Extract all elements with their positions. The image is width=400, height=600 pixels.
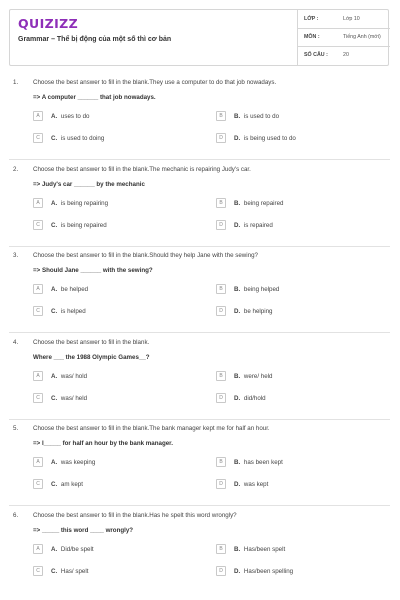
answer-options	[33, 544, 393, 586]
option-text	[51, 200, 108, 207]
question-prompt: => A computer ______ that job nowadays.	[33, 94, 156, 101]
option-value: am kept	[60, 481, 83, 488]
option-value: was/ held	[60, 395, 88, 402]
option-text	[234, 222, 273, 229]
option-text	[51, 459, 95, 466]
answer-options	[33, 457, 393, 499]
option-text	[51, 286, 88, 293]
option-value: was kept	[243, 481, 269, 488]
question-text: Choose the best answer to fill in the blank.The bank manager kept me for half an hour.	[33, 425, 270, 432]
question-divider	[9, 332, 390, 333]
option-text	[51, 113, 89, 120]
question-prompt: Where ___ the 1988 Olympic Games__?	[33, 354, 150, 361]
question-text: Choose the best answer to fill in the blank.Has he spelt this word wrongly?	[33, 512, 237, 519]
option-text	[234, 546, 285, 553]
option-value: being repaired	[243, 200, 284, 207]
option-text	[51, 546, 94, 553]
option-value: has been kept	[243, 459, 283, 466]
option-text	[51, 373, 87, 380]
option-key: B.	[234, 286, 241, 293]
option-text	[234, 459, 283, 466]
option-text	[51, 222, 107, 229]
meta-label: LỚP :	[304, 16, 319, 22]
quizizz-logo: QUIZIZZ	[18, 16, 79, 31]
option-key: A.	[51, 373, 58, 380]
option-value: was/ hold	[60, 373, 88, 380]
option-key: B.	[234, 113, 241, 120]
option-key: D.	[234, 568, 241, 575]
option-value: is used to doing	[60, 135, 105, 142]
option-letter-box: D	[216, 306, 226, 316]
option-key: C.	[51, 308, 58, 315]
question-number: 2.	[13, 166, 19, 173]
option-value: Has/ spelt	[60, 568, 89, 575]
option-value: did/hold	[243, 395, 266, 402]
question-number: 5.	[13, 425, 19, 432]
question-divider	[9, 159, 390, 160]
option-letter-box: C	[33, 220, 43, 230]
option-letter-box: B	[216, 544, 226, 554]
question-number: 3.	[13, 252, 19, 259]
option-key: D.	[234, 308, 241, 315]
option-letter-box: B	[216, 111, 226, 121]
option-text	[234, 135, 296, 142]
option-text	[234, 395, 266, 402]
question-prompt: => I_____ for half an hour by the bank manager.	[33, 440, 173, 447]
option-letter-box: C	[33, 566, 43, 576]
question-divider	[9, 505, 390, 506]
answer-options	[33, 111, 393, 153]
question-number: 1.	[13, 79, 19, 86]
option-value: was keeping	[60, 459, 96, 466]
option-text	[51, 135, 104, 142]
option-letter-box: A	[33, 457, 43, 467]
option-text	[234, 481, 268, 488]
option-letter-box: D	[216, 566, 226, 576]
option-letter-box: A	[33, 371, 43, 381]
option-key: D.	[234, 135, 241, 142]
answer-options	[33, 284, 393, 326]
option-key: D.	[234, 481, 241, 488]
option-key: A.	[51, 113, 58, 120]
meta-info-block	[297, 10, 390, 65]
option-key: D.	[234, 395, 241, 402]
question-prompt: => Should Jane ______ with the sewing?	[33, 267, 153, 274]
option-value: uses to do	[60, 113, 90, 120]
option-value: is repaired	[243, 222, 273, 229]
option-value: being helped	[243, 286, 280, 293]
option-letter-box: D	[216, 133, 226, 143]
option-key: B.	[234, 373, 241, 380]
option-value: is being repairing	[60, 200, 109, 207]
option-text	[51, 481, 83, 488]
question-divider	[9, 246, 390, 247]
option-value: is being repaired	[60, 222, 107, 229]
meta-label: MÔN :	[304, 34, 320, 40]
option-letter-box: C	[33, 133, 43, 143]
option-key: A.	[51, 459, 58, 466]
meta-row-grade	[298, 10, 390, 29]
question-number: 6.	[13, 512, 19, 519]
option-key: C.	[51, 481, 58, 488]
worksheet-header	[9, 9, 389, 66]
meta-row-question-count	[298, 46, 390, 64]
meta-value: 20	[343, 52, 349, 58]
page-title: Grammar – Thể bị động của một số thì cơ bản	[18, 36, 172, 43]
option-value: be helping	[243, 308, 273, 315]
meta-label: SỐ CÂU :	[304, 52, 328, 58]
option-key: B.	[234, 546, 241, 553]
option-letter-box: C	[33, 306, 43, 316]
option-text	[234, 568, 293, 575]
meta-row-subject	[298, 28, 390, 47]
meta-value: Lớp 10	[343, 16, 360, 22]
option-value: is helped	[60, 308, 86, 315]
option-text	[51, 395, 87, 402]
question-divider	[9, 419, 390, 420]
option-value: Did/be spelt	[60, 546, 94, 553]
option-letter-box: D	[216, 220, 226, 230]
option-text	[234, 113, 279, 120]
option-value: Has/been spelt	[243, 546, 286, 553]
option-key: C.	[51, 568, 58, 575]
answer-options	[33, 198, 393, 240]
option-letter-box: A	[33, 111, 43, 121]
question-text: Choose the best answer to fill in the blank.Should they help Jane with the sewing?	[33, 252, 258, 259]
option-letter-box: C	[33, 393, 43, 403]
option-letter-box: A	[33, 544, 43, 554]
question-text: Choose the best answer to fill in the blank.The mechanic is repairing Judy's car.	[33, 166, 251, 173]
answer-options	[33, 371, 393, 413]
question-number: 4.	[13, 339, 19, 346]
option-letter-box: D	[216, 479, 226, 489]
option-letter-box: B	[216, 198, 226, 208]
option-text	[51, 568, 88, 575]
option-key: C.	[51, 135, 58, 142]
question-prompt: => _____ this word ____ wrongly?	[33, 527, 134, 534]
option-value: Has/been spelling	[243, 568, 294, 575]
option-letter-box: D	[216, 393, 226, 403]
option-letter-box: A	[33, 284, 43, 294]
question-text: Choose the best answer to fill in the blank.They use a computer to do that job nowadays.	[33, 79, 277, 86]
option-text	[51, 308, 86, 315]
option-letter-box: B	[216, 284, 226, 294]
option-key: B.	[234, 459, 241, 466]
option-text	[234, 308, 272, 315]
option-key: D.	[234, 222, 241, 229]
option-text	[234, 373, 272, 380]
option-key: B.	[234, 200, 241, 207]
option-key: C.	[51, 222, 58, 229]
option-value: is being used to do	[243, 135, 296, 142]
question-text: Choose the best answer to fill in the blank.	[33, 339, 150, 346]
option-key: C.	[51, 395, 58, 402]
question-prompt: => Judy's car ______ by the mechanic	[33, 181, 145, 188]
option-text	[234, 200, 283, 207]
option-letter-box: C	[33, 479, 43, 489]
option-key: A.	[51, 286, 58, 293]
option-letter-box: B	[216, 371, 226, 381]
option-value: were/ held	[243, 373, 273, 380]
option-key: A.	[51, 200, 58, 207]
option-key: A.	[51, 546, 58, 553]
option-letter-box: B	[216, 457, 226, 467]
meta-value: Tiếng Anh (mới)	[343, 34, 381, 40]
option-letter-box: A	[33, 198, 43, 208]
option-text	[234, 286, 279, 293]
option-value: be helped	[60, 286, 89, 293]
option-value: is used to do	[243, 113, 280, 120]
